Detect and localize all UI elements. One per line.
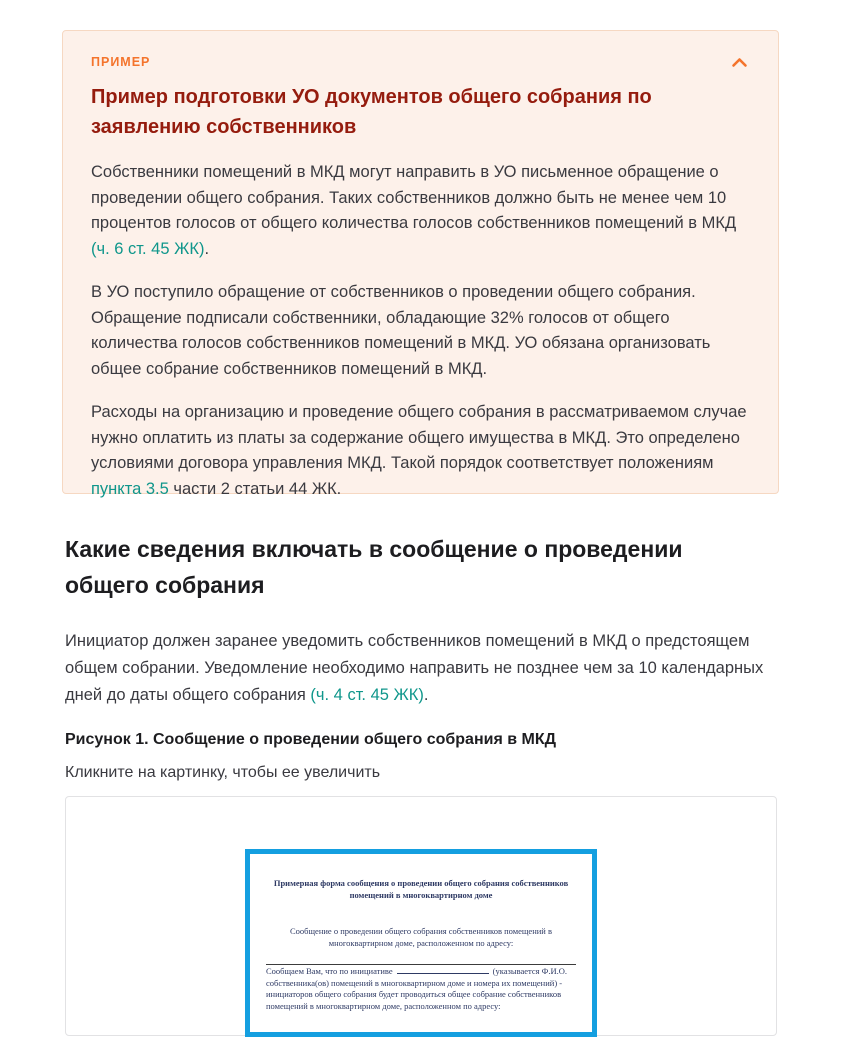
document-body (266, 966, 576, 1012)
paragraph-text: В УО поступило обращение от собственников о проведении общего собрания. Обращение подписали собственники, обладающие 32% голосов от общего количества голосов собственников помещений в МКД. УО обязана организовать общее собрание собственников помещений в МКД. (91, 283, 711, 378)
click-hint: Кликните на картинку, чтобы ее увеличить (65, 764, 381, 781)
document-body-text: Сообщаем Вам, что по инициативе (266, 966, 393, 976)
example-title: Пример подготовки УО документов общего собрания по заявлению собственников (91, 86, 652, 138)
article-content (65, 531, 779, 1036)
chevron-up-icon (731, 56, 748, 71)
paragraph-text: Расходы на организацию и проведение общего собрания в рассматриваемом случае нужно оплатить из платы за содержание общего имущества в МКД. Это определено условиями договора управления МКД. Такой порядок соответствует положениям (91, 403, 747, 472)
document-body-text: (указывается Ф.И.О. собственника(ов) помещений в многоквартирном доме и номера их помещений) - инициаторов общего собрания будет проводиться общее собрание собственников помещений в многоквартирном доме, расположенном по адресу: (266, 966, 568, 1011)
paragraph-text: Инициатор должен заранее уведомить собственников помещений в МКД о предстоящем общем собрании. Уведомление необходимо направить не позднее чем за 10 календарных дней до даты общего собрания (65, 632, 764, 704)
law-link-ch4-st45[interactable]: (ч. 4 ст. 45 ЖК) (310, 686, 424, 704)
paragraph-text: Собственники помещений в МКД могут направить в УО письменное обращение о проведении общего собрания. Таких собственников должно быть не менее чем 10 процентов голосов от общего количества голосов собственников помещений в МКД (91, 163, 737, 232)
paragraph-text: . (423, 686, 429, 704)
example-paragraph-1 (91, 160, 753, 262)
example-callout (62, 30, 779, 498)
paragraph-text: части 2 статьи 44 ЖК. (168, 479, 342, 498)
example-callout-header (91, 55, 750, 70)
initiator-blank-line (397, 966, 489, 974)
paragraph-text: . (204, 239, 210, 258)
document-preview-image[interactable] (245, 849, 597, 1037)
section-heading: Какие сведения включать в сообщение о проведении общего собрания (65, 536, 683, 598)
section-paragraph (65, 628, 779, 709)
example-paragraph-2 (91, 280, 753, 382)
address-blank-line (266, 964, 576, 965)
example-paragraph-3 (91, 400, 753, 502)
law-link-ch6-st45[interactable]: (ч. 6 ст. 45 ЖК) (91, 239, 205, 258)
figure-frame (65, 796, 777, 1036)
document-subtitle: Сообщение о проведении общего собрания собственников помещений в многоквартирном доме, расположенном по адресу: (290, 926, 552, 948)
figure-caption: Рисунок 1. Сообщение о проведении общего собрания в МКД (65, 731, 557, 748)
example-label: ПРИМЕР (91, 55, 151, 69)
law-link-punkt-3-5[interactable]: пункта 3.5 (91, 479, 169, 498)
document-title: Примерная форма сообщения о проведении общего собрания собственников помещений в многоквартирном доме (273, 878, 569, 900)
collapse-button[interactable] (729, 55, 750, 70)
article-page (0, 30, 841, 1011)
